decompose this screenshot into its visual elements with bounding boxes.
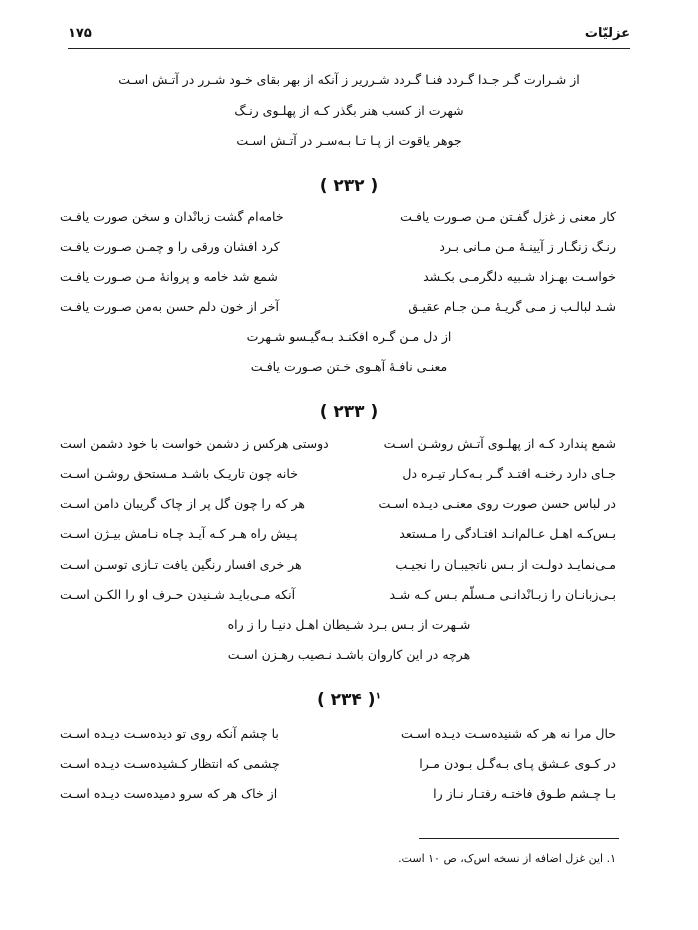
hemistich-left: از خاک هر که سرو دمیده‌ست دیـده اسـت: [60, 786, 278, 801]
running-header: [68, 26, 630, 46]
ghazal-heading: [0, 690, 698, 710]
hemistich-left: هر خری افسار رنگین یافت تـازی توسـن اسـت: [60, 557, 302, 572]
hemistich-right: شمع پندارد کـه از پهلـوی آتـش روشـن اسـت: [383, 436, 616, 451]
hemistich-right: در کـوی عـشق پـای بـه‌گـل بـودن مـرا: [419, 756, 616, 771]
hemistich-right: بـا چـشم طـوق فاختـه رفتـار نـاز را: [433, 786, 616, 801]
intro-line: شهرت از کسب هنر بگذر کـه از پهلـوی رنـگ: [234, 103, 464, 118]
running-title: عزلیّات: [584, 26, 630, 41]
closing-line: معنـی نافـهٔ آهـوی خـتن صـورت یافـت: [250, 359, 448, 374]
hemistich-left: آخر از خون دلم حسن به‌من صـورت یافـت: [60, 299, 280, 314]
footnote-text: ۱. این غزل اضافه از نسخه اس‌ک، ص ۱۰ است.: [398, 852, 616, 865]
closing-line: از دل مـن گـره افکنـد بـه‌گیـسو شـهرت: [246, 329, 452, 344]
hemistich-right: رنـگ زنگـار ز آیینـهٔ مـن مـانی بـرد: [439, 239, 616, 254]
hemistich-left: پـیش راه هـر کـه آیـد چـاه نـامش بیـژن اسـت: [60, 526, 298, 541]
hemistich-left: دوستی هرکس ز دشمن خواست با خود دشمن است: [60, 436, 329, 451]
hemistich-right: خواسـت بهـزاد شـبیه دلگرمـی بکـشد: [423, 269, 616, 284]
hemistich-right: شـد لبالـب ز مـی گریـهٔ مـن جـام عقیـق: [408, 299, 616, 314]
ghazal-heading: ( ۲۳۲ ): [319, 176, 379, 196]
hemistich-left: شمع شد خامه و پروانهٔ مـن صـورت یافـت: [60, 269, 278, 284]
intro-line: از شـرارت گـر جـدا گـردد فنـا گـردد شـرریر ز آنکه از بهر بقای خـود شـرر در آتـش اسـت: [118, 72, 580, 87]
hemistich-right: در لباس حسن صورت روی معنـی دیـده اسـت: [378, 496, 616, 511]
hemistich-right: بـس‌کـه اهـل عـالم‌انـد افتـادگی را مـستعد: [399, 526, 616, 541]
heading-number: ( ۲۳۴ ): [316, 690, 376, 710]
hemistich-right: کار معنی ز غزل گفـتن مـن صـورت یافـت: [400, 209, 616, 224]
intro-line: جوهر یاقوت از پـا تـا بـه‌سـر در آتـش اسـت: [236, 133, 462, 148]
hemistich-right: مـی‌نمایـد دولـت از بـس ناتجیبـان را نجیـب: [395, 557, 616, 572]
hemistich-right: حال مرا نه هر که شنیده‌سـت دیـده اسـت: [400, 726, 616, 741]
hemistich-left: هر که را چون گل پر از چاک گریبان دامن اسـت: [60, 496, 305, 511]
footnote-marker: ۱: [375, 691, 381, 702]
hemistich-right: بـی‌زبانـان را زبـانْدانـی مـسلّم بـس کـه شـد: [389, 587, 616, 602]
hemistich-left: خانه چون تاریـک باشـد مـستحق روشـن اسـت: [60, 466, 298, 481]
closing-line: هرچه در این کاروان باشـد نـصیب رهـزن اسـت: [227, 647, 471, 662]
page-number: ۱۷۵: [68, 26, 92, 41]
hemistich-left: کرد افشان ورقی را و چمـن صـورت یافـت: [60, 239, 280, 254]
hemistich-left: با چشم آنکه روی تو دیده‌سـت دیـده اسـت: [60, 726, 279, 741]
hemistich-left: آنکه مـی‌بایـد شـنیدن حـرف او را الکـن اسـت: [60, 587, 296, 602]
header-rule: [68, 48, 630, 49]
hemistich-right: جـای دارد رخنـه افتـد گـر بـه‌کـار تیـره دل: [402, 466, 616, 481]
ghazal-heading: ( ۲۳۳ ): [319, 402, 379, 422]
closing-line: شـهرت از بـس بـرد شـیطان اهـل دنیـا را ز راه: [227, 617, 471, 632]
hemistich-left: چشمی که انتظار کـشیده‌سـت دیـده اسـت: [60, 756, 280, 771]
hemistich-left: خامه‌ام گشت زبانْدان و سخن صورت یافـت: [60, 209, 284, 224]
footnote-rule: [419, 838, 619, 839]
